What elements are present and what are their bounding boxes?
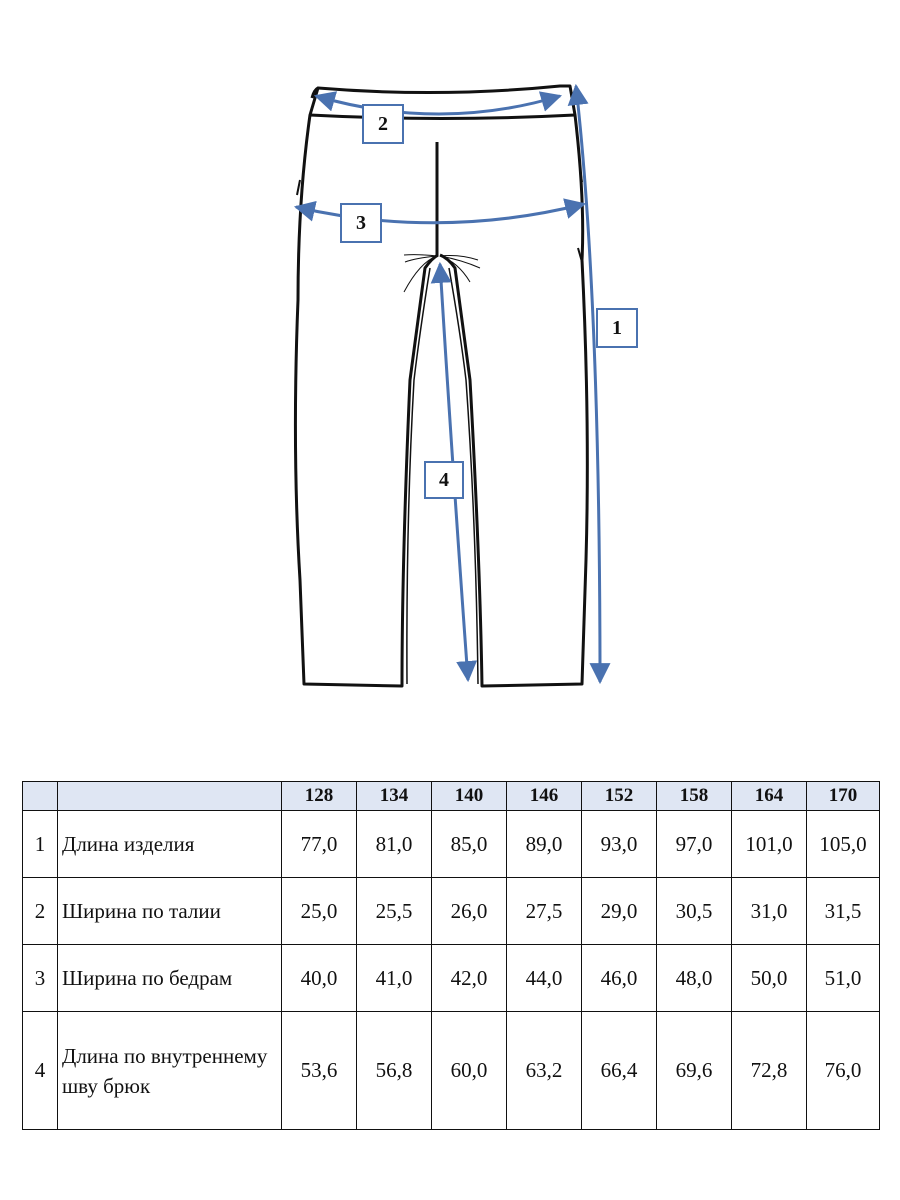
value-cell: 25,0: [282, 878, 357, 945]
label-box-waist: [362, 104, 404, 144]
size-header-cell: 152: [582, 782, 657, 811]
label-box-inseam: [424, 461, 464, 499]
value-cell: 81,0: [357, 811, 432, 878]
label-waist-text: 2: [378, 112, 388, 135]
table-row: [23, 1012, 880, 1130]
value-cell: 50,0: [732, 945, 807, 1012]
value-cell: 97,0: [657, 811, 732, 878]
row-number: 4: [23, 1012, 58, 1130]
size-header-row: [23, 782, 880, 811]
value-cell: 48,0: [657, 945, 732, 1012]
value-cell: 77,0: [282, 811, 357, 878]
table-row: [23, 945, 880, 1012]
value-cell: 89,0: [507, 811, 582, 878]
row-name: Ширина по бедрам: [58, 945, 282, 1012]
label-hip-text: 3: [356, 211, 366, 234]
size-header-cell: 128: [282, 782, 357, 811]
row-name: Длина изделия: [58, 811, 282, 878]
value-cell: 27,5: [507, 878, 582, 945]
value-cell: 41,0: [357, 945, 432, 1012]
value-cell: 93,0: [582, 811, 657, 878]
label-box-hip: [340, 203, 382, 243]
value-cell: 31,0: [732, 878, 807, 945]
value-cell: 101,0: [732, 811, 807, 878]
value-cell: 40,0: [282, 945, 357, 1012]
size-header-cell: 164: [732, 782, 807, 811]
size-header-cell: 146: [507, 782, 582, 811]
row-name: Длина по внутреннему шву брюк: [58, 1012, 282, 1130]
label-length-text: 1: [612, 316, 622, 339]
left-leg-outline: [295, 112, 438, 686]
value-cell: 31,5: [807, 878, 880, 945]
value-cell: 30,5: [657, 878, 732, 945]
size-header-cell: 134: [357, 782, 432, 811]
value-cell: 46,0: [582, 945, 657, 1012]
value-cell: 85,0: [432, 811, 507, 878]
row-number: 1: [23, 811, 58, 878]
value-cell: 25,5: [357, 878, 432, 945]
value-cell: 42,0: [432, 945, 507, 1012]
value-cell: 72,8: [732, 1012, 807, 1130]
table-row: [23, 878, 880, 945]
size-header-cell: 170: [807, 782, 880, 811]
header-empty-num: [23, 782, 58, 811]
value-cell: 105,0: [807, 811, 880, 878]
size-header-cell: 158: [657, 782, 732, 811]
value-cell: 69,6: [657, 1012, 732, 1130]
size-table: [22, 781, 880, 1130]
value-cell: 44,0: [507, 945, 582, 1012]
row-number: 2: [23, 878, 58, 945]
value-cell: 66,4: [582, 1012, 657, 1130]
value-cell: 26,0: [432, 878, 507, 945]
table-row: [23, 811, 880, 878]
size-header-cell: 140: [432, 782, 507, 811]
row-name: Ширина по талии: [58, 878, 282, 945]
value-cell: 53,6: [282, 1012, 357, 1130]
label-box-length: [596, 308, 638, 348]
value-cell: 76,0: [807, 1012, 880, 1130]
label-inseam-text: 4: [439, 468, 449, 491]
value-cell: 56,8: [357, 1012, 432, 1130]
value-cell: 29,0: [582, 878, 657, 945]
value-cell: 63,2: [507, 1012, 582, 1130]
row-number: 3: [23, 945, 58, 1012]
value-cell: 60,0: [432, 1012, 507, 1130]
value-cell: 51,0: [807, 945, 880, 1012]
header-empty-name: [58, 782, 282, 811]
